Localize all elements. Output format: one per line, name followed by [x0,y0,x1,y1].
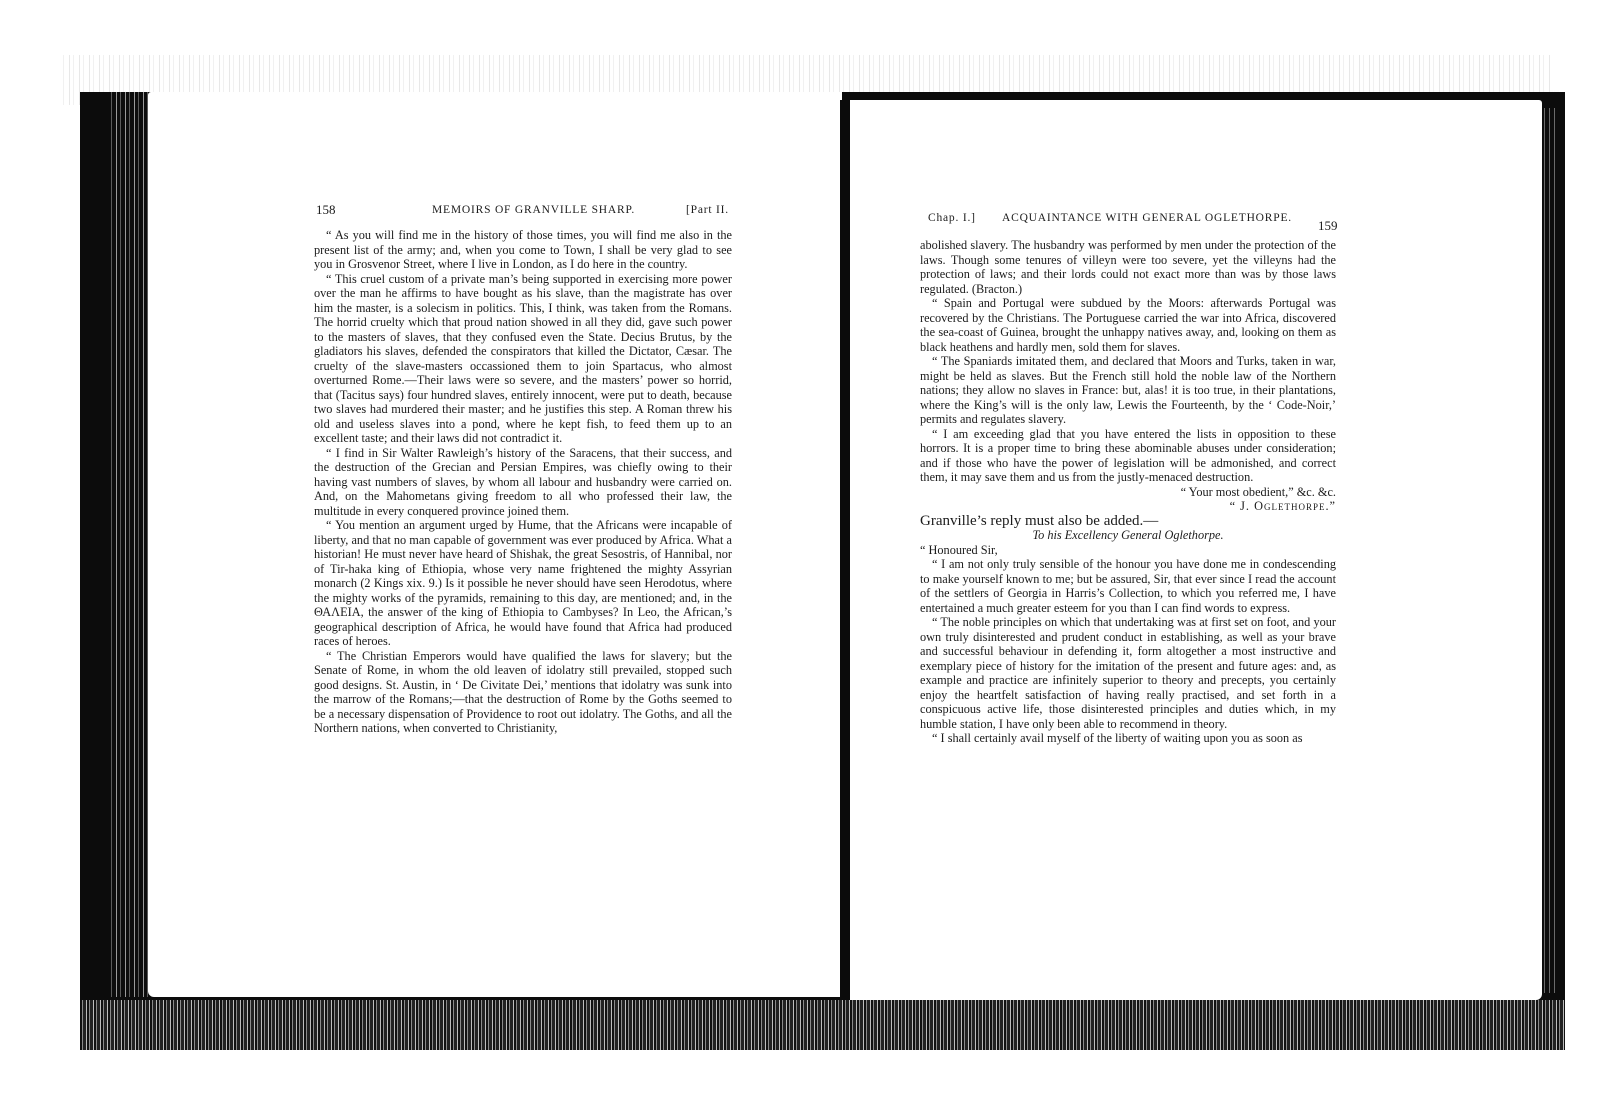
right-running-head: ACQUAINTANCE WITH GENERAL OGLETHORPE. [1002,212,1292,224]
right-paragraph: abolished slavery. The husbandry was performed by men under the protection of the laws. Though some tenures of villeyn were too severe, yet the villeyns had the protection of laws; and their lords could not exact more than was by those laws regulated. (Bracton.) [920,238,1336,296]
left-page-number: 158 [316,202,336,217]
right-paragraph: “ I shall certainly avail myself of the liberty of waiting upon you as soon as [932,731,1303,745]
right-paragraph: “ I am exceeding glad that you have entered the lists in opposition to these horrors. It is a proper time to bring these abominable abuses under consideration; and if those who have the power of legislation will be admonished, and correct them, it may save them and us from the justly-menaced destruction. [920,426,1336,484]
right-paragraph: “ Spain and Portugal were subdued by the Moors: afterwards Portugal was recovered by the Christians. The Portuguese carried the war into Africa, discovered the sea-coast of Guinea, brought the unhappy natives away, and, looking on them as black heathens and hardly men, sold them for slaves. [920,296,1336,354]
left-paragraph: “ You mention an argument urged by Hume, that the Africans were incapable of liberty, and that no man capable of government was ever produced by Africa. What a historian! He must never have heard of Shishak, the great Sesostris, of Hannibal, nor of Tir-haka king of Ethiopia, whose very name frightened the mighty Assyrian monarch (2 Kings xix. 9.) Is it possible he never should have seen Herodotus, where the mighty works of the pyramids, remaining to this day, are mentioned; and, in the ΘΑΛΕΙΑ, the answer of the king of Ethiopia to Cambyses? In Leo, the African,’s geographical description of Africa, he would have found that Africa had produced races of heroes. [314,518,732,648]
letter-signature: “ J. Oglethorpe.” [1229,499,1336,513]
letter-closing: “ Your most obedient,” &c. &c. [1180,484,1336,499]
scan-noise-bottom [80,1000,1565,1050]
left-running-head: MEMOIRS OF GRANVILLE SHARP. [432,204,636,216]
right-page [850,100,1542,1000]
left-paragraph: “ I find in Sir Walter Rawleigh’s history of the Saracens, that their success, and the destruction of the Grecian and Persian Empires, was chiefly owing to their having vast numbers of slaves, by whom all labour and husbandry were carried on. And, on the Mahometans giving freedom to all who professed their law, the multitude in every conquered province joined them. [314,445,732,518]
letter-address: To his Excellency General Oglethorpe. [1032,528,1224,542]
page-edges-left [108,92,152,997]
right-page-number: 159 [1318,218,1338,233]
right-paragraph: “ I am not only truly sensible of the honour you have done me in condescending to make yourself known to me; but be assured, Sir, that ever since I read the account of the settlers of Georgia in Harris’s Collection, to which you referred me, I have entertained a much greater esteem for you than I can find words to express. [920,557,1336,615]
reply-intro: Granville’s reply must also be added.— [920,512,1159,529]
left-part-label: [Part II. [686,204,729,216]
letter-salutation: “ Honoured Sir, [920,542,998,557]
right-chapter-label: Chap. I.] [928,212,976,224]
left-paragraph: “ The Christian Emperors would have qualified the laws for slavery; but the Senate of Rome, in whom the old leaven of idolatry still prevailed, stopped such good designs. St. Austin, in ‘ De Civitate Dei,’ mentions that idolatry was sunk into the marrow of the Romans;—that the destruction of Rome by the Goths seemed to be a necessary dispensation of Providence to root out idolatry. The Goths, and all the Northern nations, when converted to Christianity, [314,648,732,735]
right-paragraph: “ The noble principles on which that undertaking was at first set on foot, and your own truly disinterested and prudent conduct in establishing, as well as your brave and successful behaviour in defending it, form altogether a most instructive and exemplary piece of history for the imitation of the present and future ages: and, as example and practice are infinitely superior to theory and precepts, you certainly enjoy the heartfelt satisfaction of having really practised, and set forth in a conspicuous active life, those disinterested principles and duties which, in my humble station, I have only been able to recommend in theory. [920,615,1336,731]
right-paragraph: “ The Spaniards imitated them, and declared that Moors and Turks, taken in war, might be held as slaves. But the French still hold the noble law of the Northern nations; they allow no slaves in France: but, alas! it is too true, in their plantations, where the King’s will is the only law, Lewis the Fourteenth, by the ‘ Code-Noir,’ permits and regulates slavery. [920,354,1336,426]
left-page [148,92,842,997]
left-body-text [314,228,732,736]
left-paragraph: “ This cruel custom of a private man’s being supported in exercising more power over the man he affirms to have bought as his slave, than the magistrate has over him the master, is a solecism in politics. This, I think, was taken from the Romans. The horrid cruelty which that proud nation showed in all they did, gave such power to the masters of slaves, that they confused even the State. Decius Brutus, by the gladiators his slaves, defended the conspirators that killed the Dictator, Cæsar. The cruelty of the slave-masters occassioned them to join Spartacus, who almost overturned Rome.—Their laws were so severe, and the masters’ power so horrid, that (Tacitus says) four hundred slaves, entirely innocent, were put to death, because two slaves had murdered their master; and he justifies this step. A Roman threw his old and useless slaves into a pond, where he kept fish, to feed them up to an excellent taste; and their laws did not contradict it. [314,271,732,445]
right-body-text [920,238,1336,746]
left-paragraph: “ As you will find me in the history of those times, you will find me also in the present list of the army; and, when you come to Town, I shall be very glad to see you in Grosvenor Street, where I live in London, as I do here in the country. [314,228,732,271]
